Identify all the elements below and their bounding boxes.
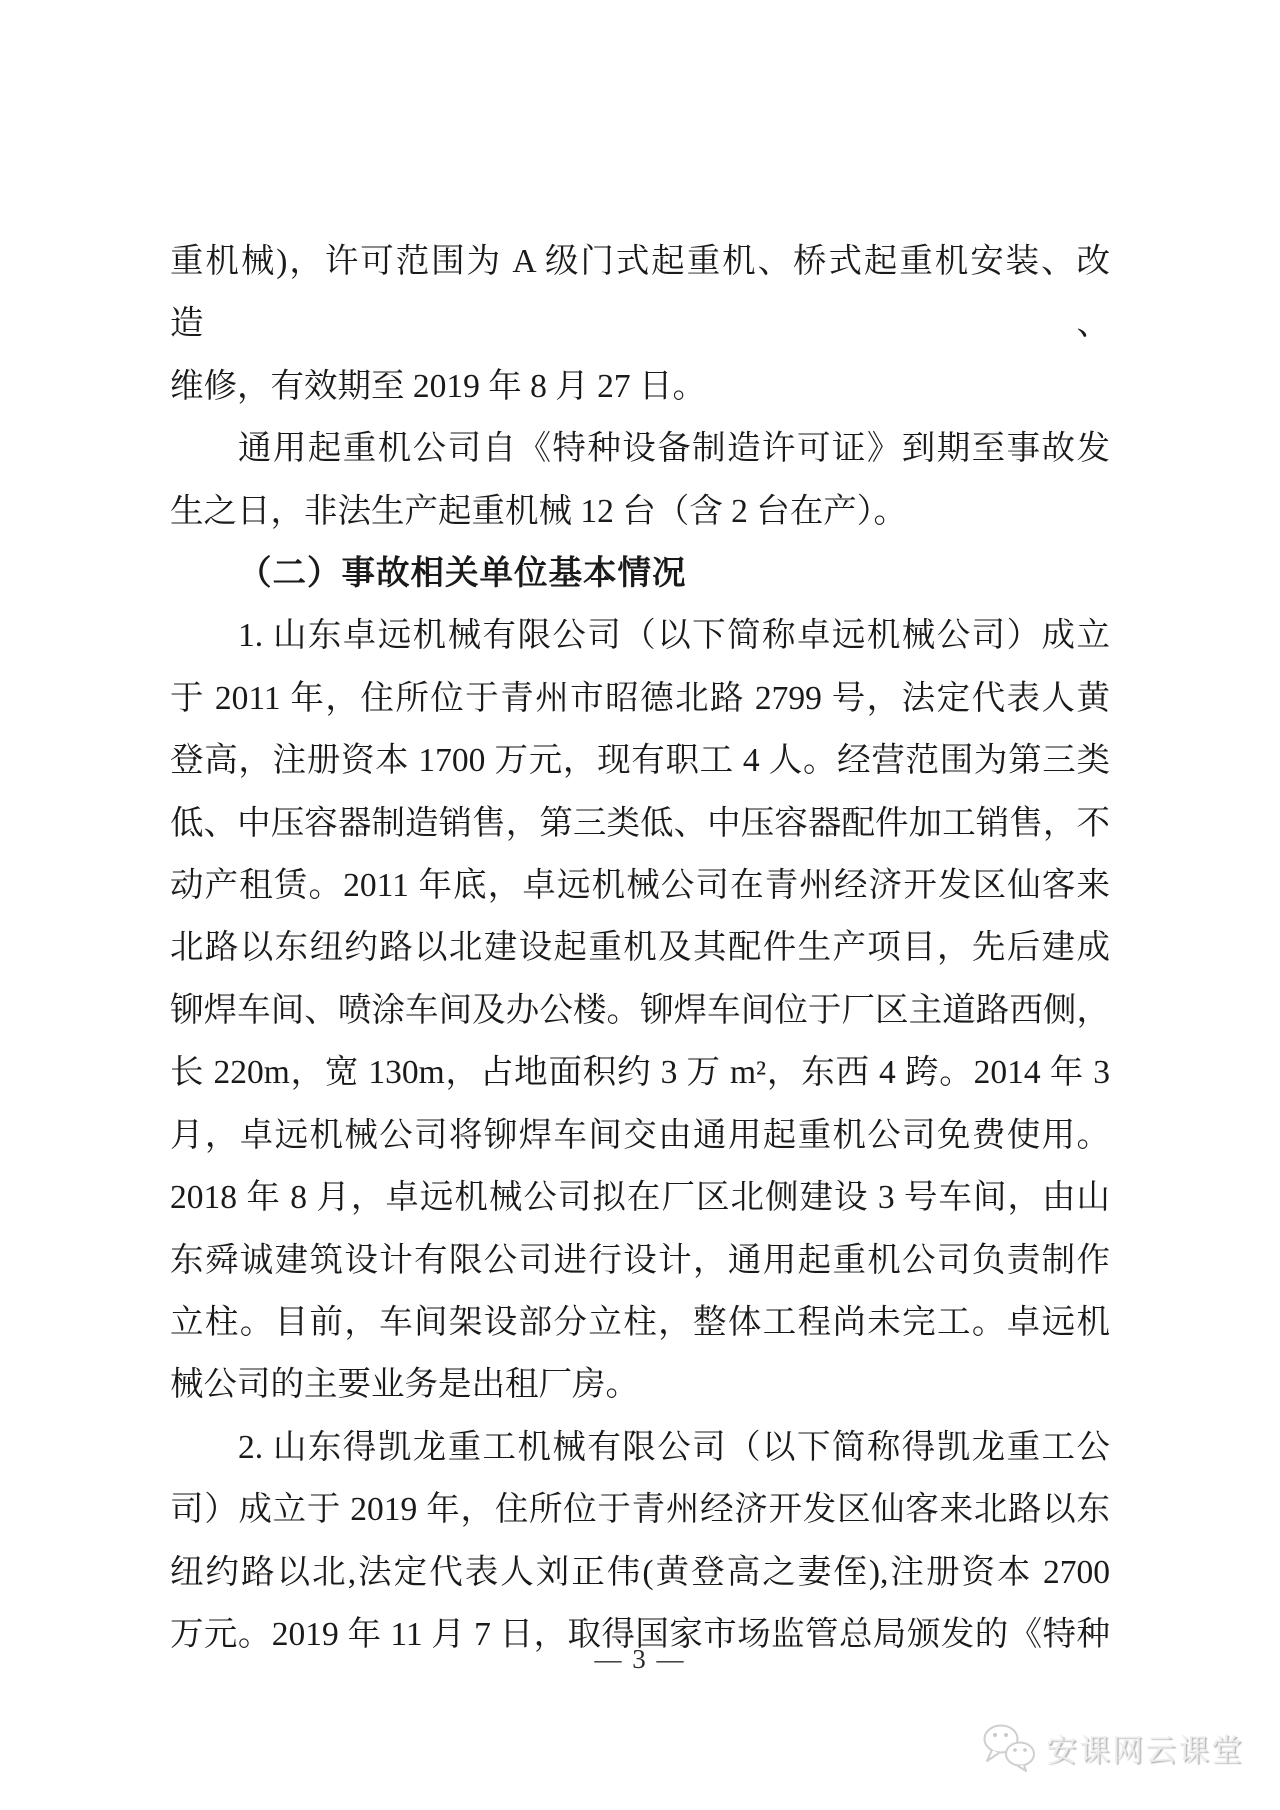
wechat-icon [980,1722,1038,1772]
text-line: 生之日，非法生产起重机械 12 台（含 2 台在产）。 [170,492,907,530]
text-line: 低、中压容器制造销售，第三类低、中压容器配件加工销售，不 [170,804,1110,842]
section-heading: （二）事故相关单位基本情况 [238,555,687,593]
text-line: 动产租赁。2011 年底，卓远机械公司在青州经济开发区仙客来 [170,867,1110,905]
text-line: 立柱。目前，车间架设部分立柱，整体工程尚未完工。卓远机 [170,1303,1110,1341]
watermark [980,1722,1244,1772]
document-body [170,231,1110,1666]
text-line: 通用起重机公司自《特种设备制造许可证》到期至事故发 [238,430,1110,468]
text-line: 于 2011 年，住所位于青州市昭德北路 2799 号，法定代表人黄 [170,679,1110,717]
text-line: 东舜诚建筑设计有限公司进行设计，通用起重机公司负责制作 [170,1241,1110,1279]
text-line: 械公司的主要业务是出租厂房。 [170,1366,639,1404]
text-line: 万元。2019 年 11 月 7 日，取得国家市场监管总局颁发的《特种 [170,1615,1110,1653]
text-line: 北路以东纽约路以北建设起重机及其配件生产项目，先后建成 [170,929,1110,967]
text-line: 长 220m，宽 130m，占地面积约 3 万 m²，东西 4 跨。2014 年 3 [170,1054,1110,1092]
text-line: 1. 山东卓远机械有限公司（以下简称卓远机械公司）成立 [238,617,1110,655]
text-line: 司）成立于 2019 年，住所位于青州经济开发区仙客来北路以东 [170,1491,1110,1529]
text-line: 2. 山东得凯龙重工机械有限公司（以下简称得凯龙重工公 [238,1428,1110,1466]
text-line: 维修，有效期至 2019 年 8 月 27 日。 [170,367,706,405]
text-line: 月，卓远机械公司将铆焊车间交由通用起重机公司免费使用。 [170,1116,1110,1154]
page-number: — 3 — [594,1644,686,1674]
watermark-text: 安课网云课堂 [1046,1732,1244,1768]
text-line: 纽约路以北,法定代表人刘正伟(黄登高之妻侄),注册资本 2700 [170,1553,1110,1591]
text-line: 2018 年 8 月，卓远机械公司拟在厂区北侧建设 3 号车间，由山 [170,1179,1110,1217]
text-line: 重机械)，许可范围为 A 级门式起重机、桥式起重机安装、改造、 [170,243,1110,343]
text-line: 铆焊车间、喷涂车间及办公楼。铆焊车间位于厂区主道路西侧， [170,991,1110,1029]
text-line: 登高，注册资本 1700 万元，现有职工 4 人。经营范围为第三类 [170,742,1110,780]
